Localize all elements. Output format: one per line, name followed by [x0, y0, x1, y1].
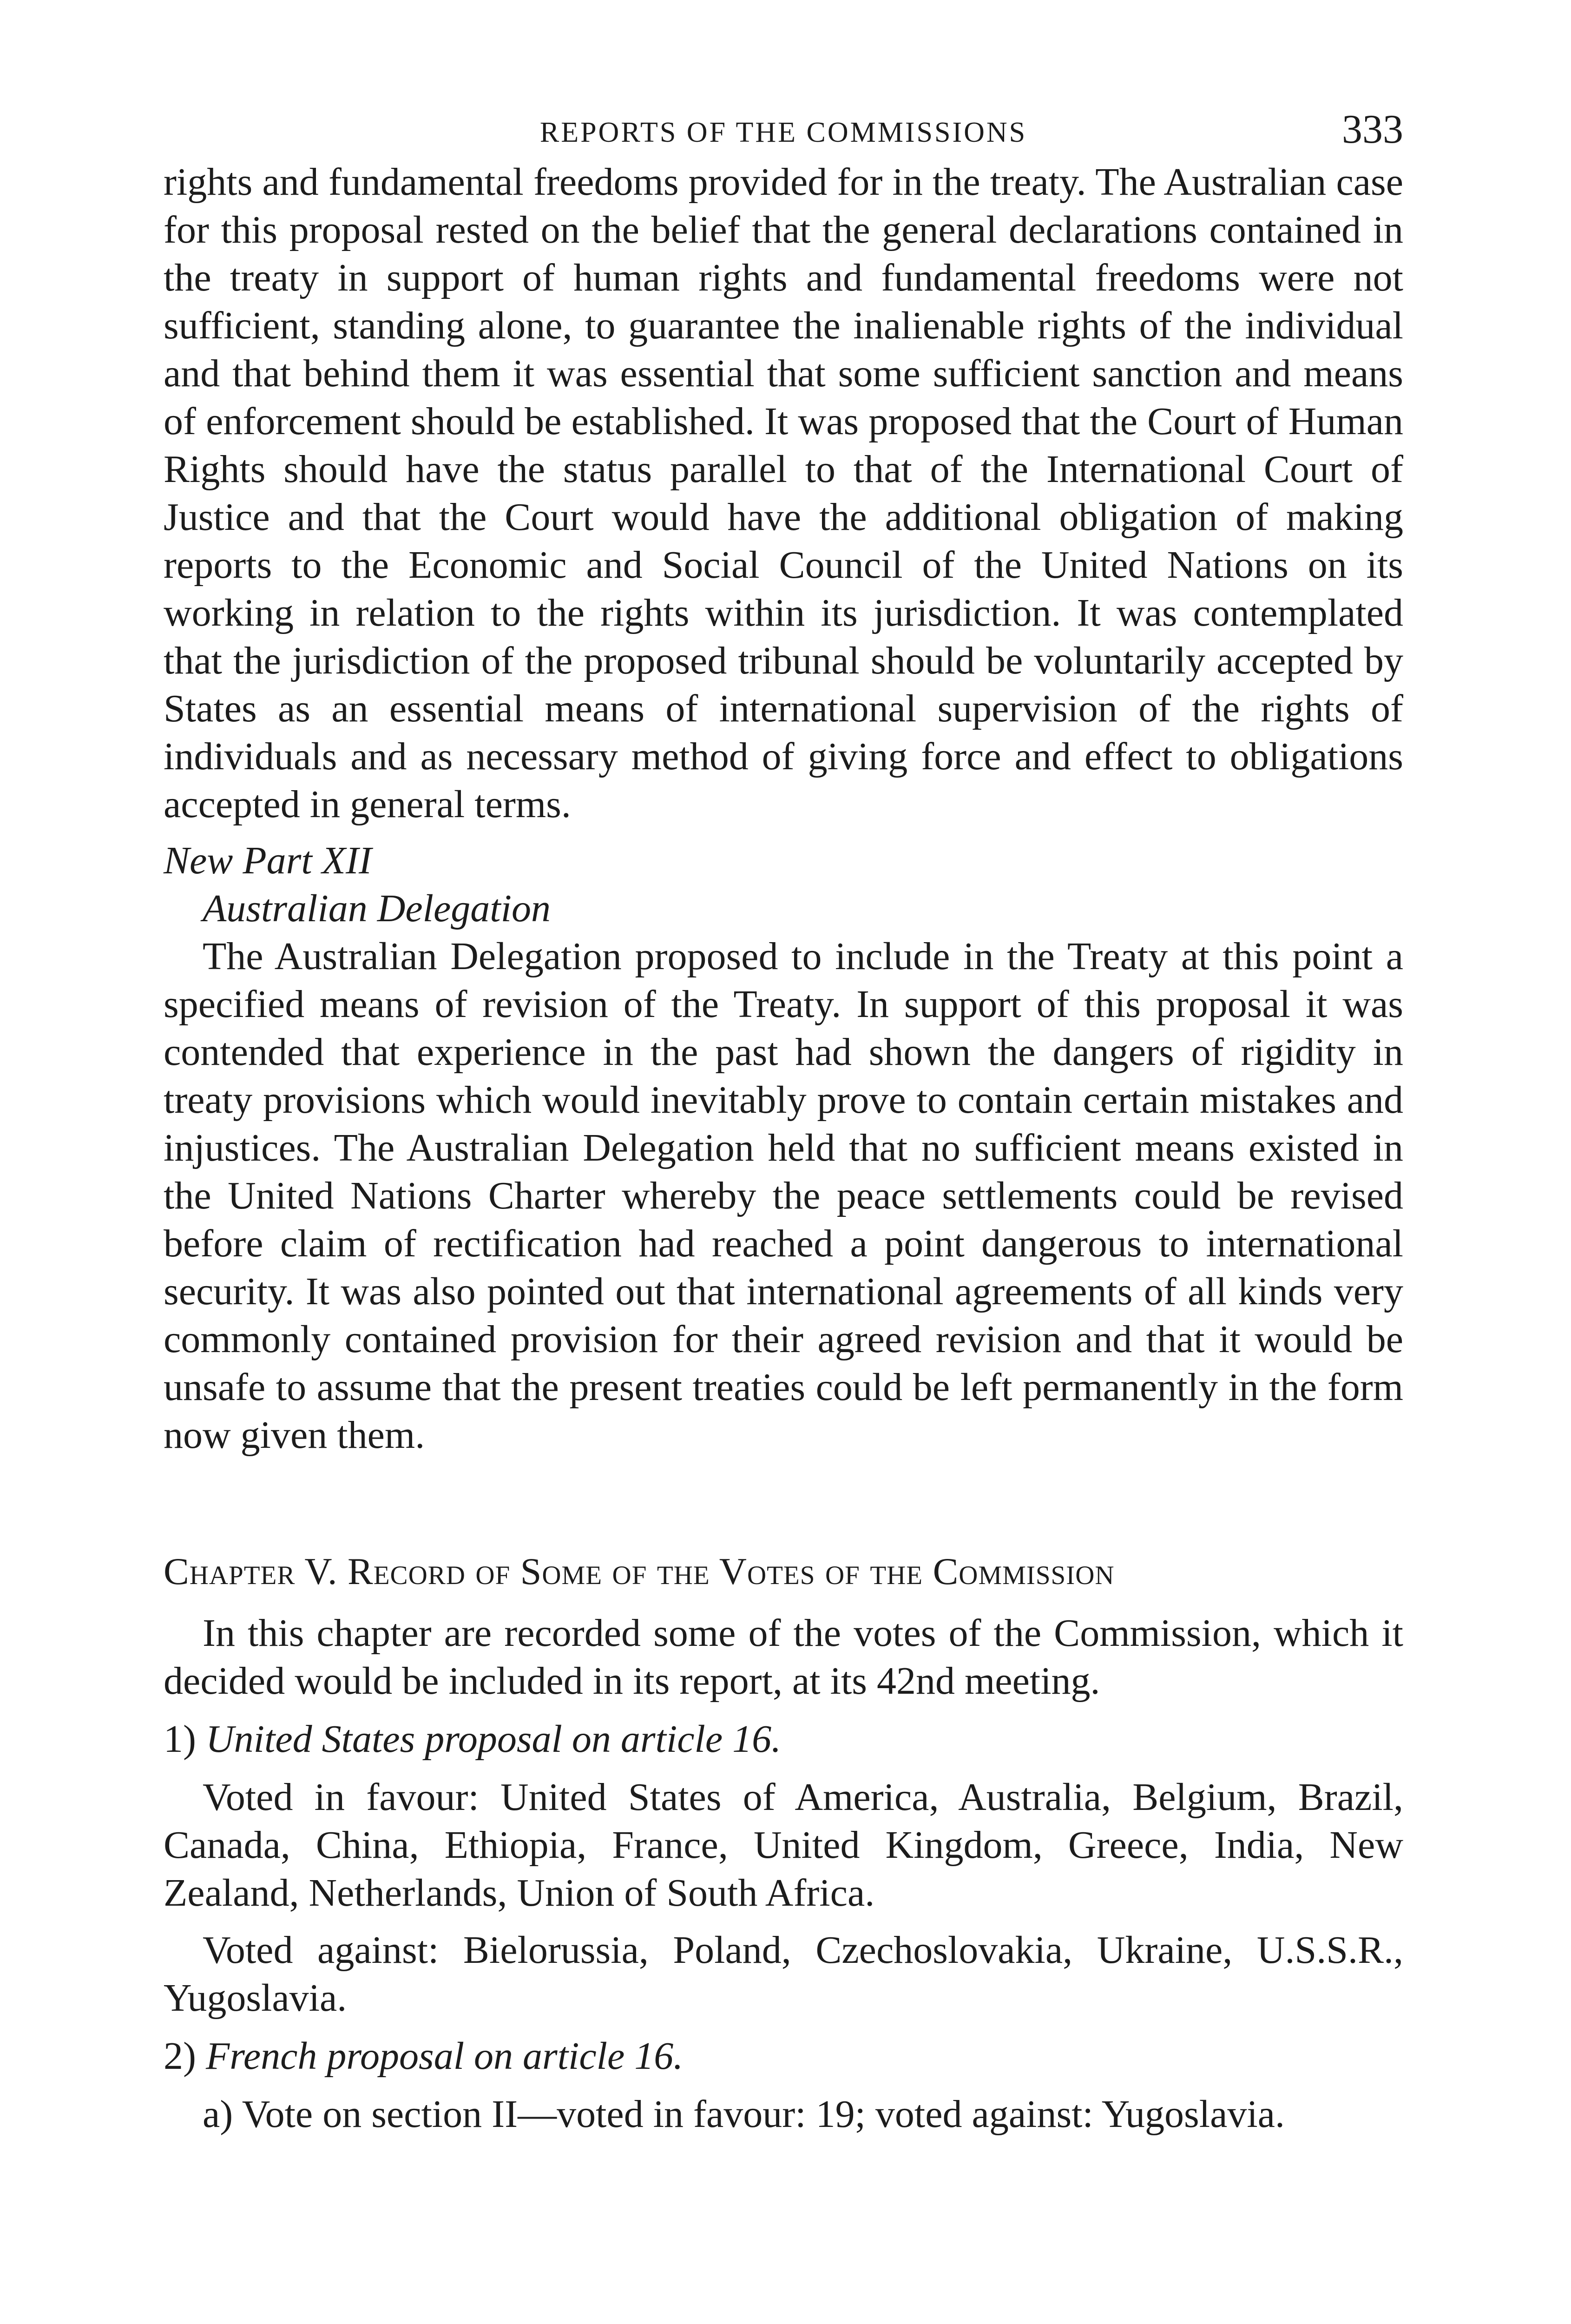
running-title: REPORTS OF THE COMMISSIONS	[539, 117, 1027, 148]
vote-item-number: 2)	[164, 2034, 196, 2078]
running-header	[164, 102, 1403, 158]
chapter-intro: In this chapter are recorded some of the votes of the Commission, which it decided would be included in its report, at its 42nd meeting.	[164, 1611, 1403, 1703]
chapter-title: Record of Some of the Votes of the Commission	[348, 1550, 1115, 1592]
vote-item-2-label	[164, 2032, 1403, 2080]
page-number: 333	[1342, 107, 1403, 152]
continuation-paragraph: rights and fundamental freedoms provided for in the treaty. The Australian case for this proposal rested on the belief that the general declarations contained in the treaty in support of human rights and fundamental freedoms were not sufficient, standing alone, to guarantee the inalienable rights of the individual and that behind them it was essential that some sufficient sanction and means of enforcement should be established. It was proposed that the Court of Human Rights should have the status parallel to that of the International Court of Justice and that the Court would have the additional obligation of making reports to the Economic and Social Council of the United Nations on its working in relation to the rights within its jurisdiction. It was contemplated that the jurisdiction of the proposed tribunal should be voluntarily accepted by States as an essential means of international supervision of the rights of individuals and as necessary method of giving force and effect to obligations accepted in general terms.	[164, 160, 1403, 826]
vote-1-against: Voted against: Bielorussia, Poland, Czechoslovakia, Ukraine, U.S.S.R., Yugoslavia.	[164, 1928, 1403, 2020]
vote-item-number: 1)	[164, 1717, 196, 1761]
vote-1-in-favour: Voted in favour: United States of America, Australia, Belgium, Brazil, Canada, China, Ethiopia, France, United Kingdom, Greece, India, New Zealand, Netherlands, Union of South Africa.	[164, 1776, 1403, 1915]
vote-2-section-a: a) Vote on section II—voted in favour: 19; voted against: Yugoslavia.	[203, 2093, 1285, 2136]
vote-item-title: United States proposal on article 16.	[205, 1717, 782, 1761]
chapter-heading	[164, 1547, 1403, 1595]
delegation-subheading: Australian Delegation	[203, 887, 551, 930]
new-part-heading: New Part XII	[164, 839, 372, 882]
document-page	[164, 102, 1403, 2138]
chapter-number: Chapter V.	[164, 1550, 338, 1592]
new-part-paragraph: The Australian Delegation proposed to include in the Treaty at this point a specified means of revision of the Treaty. In support of this proposal it was contended that experience in the past had shown the dangers of rigidity in treaty provisions which would inevitably prove to contain certain mistakes and injustices. The Australian Delegation held that no sufficient means existed in the United Nations Charter whereby the peace settlements could be revised before claim of rectification had reached a point dangerous to international security. It was also pointed out that international agreements of all kinds very commonly contained provision for their agreed revision and that it would be unsafe to assume that the present treaties could be left permanently in the form now given them.	[164, 935, 1403, 1457]
vote-item-1-label	[164, 1715, 1403, 1763]
vote-item-title: French proposal on article 16.	[205, 2034, 684, 2078]
